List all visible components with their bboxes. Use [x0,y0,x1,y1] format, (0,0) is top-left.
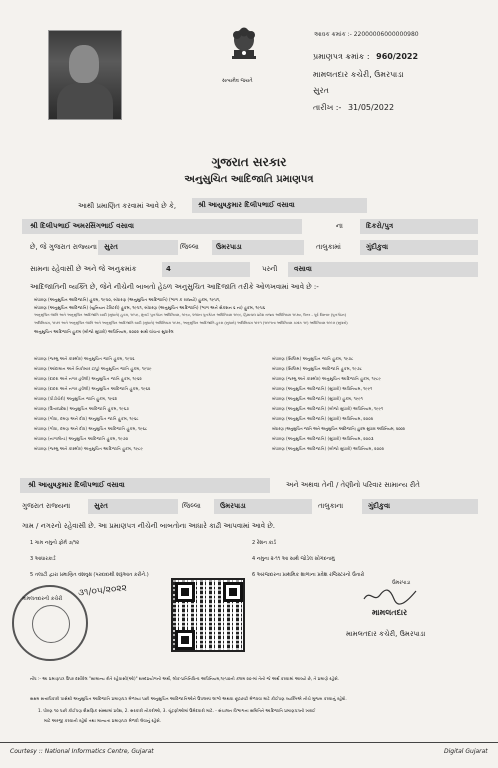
relation: દિકરો/પુત્ર [366,222,394,230]
certificate-title: અનુસુચિત આદિજાતિ પ્રમાણપત્ર [184,174,314,185]
order-right-5: બંધારણ (અનુસુચિત આદિજાતિ) (સુધારો) હુકમ, ૧૯૯૧ [272,396,363,401]
family-district: સુરત [94,502,108,510]
order-left-4: બંધારણ (દાદરા અને નગર હવેલી) અનુસુચિત આદિજાતિ હુકમ, ૧૯૬૨ [34,386,151,391]
applicant-name: શ્રી આયુષકુમાર દિલીપભાઈ વસાવા [198,201,295,209]
order-right-3: બંધારણ (જમ્મુ અને કાશ્મીર) અનુસુચિત આદિજાતિ હુકમ, ૧૯૮૯ [272,376,381,381]
taluka: ઉમરપાડા [216,243,242,251]
schedule-line-4: અધિનિયમ, ૧૯૭૧ અને અનુસુચિત જાતિ અને અનુસુચિત આદિજાતિ યાદી (સુધારો) અધિનિયમ ૧૯૭૬, અનુસુચિત આદિજાતિ હુકમ (સુધારો) અધિનિયમ ૧૯૯૧ (૧૯૯૧ના અધિનિયમ ક્રમાંક ૧૯) અધિનિયમ ૧૯૯૭ (સુધારો) [34,321,348,325]
acknowledgement-number: આવક ક્રમાંક :- 22000006000000980 [314,31,419,38]
entry-text: સામના રહેવાસી છે અને જે અનુક્રમાંક [30,265,137,273]
order-right-2: બંધારણ (સિક્કિમ) અનુસુચિત આદિજાતિ હુકમ, ૧૯૭૮ [272,366,363,371]
note-4: માટે અરજી કરવાની રહેશે તથા માન્યતા પ્રમાણપત્ર મેળવી લેવાનું રહેશે. [44,718,162,723]
basis-left-3: 5 તલાટી દ્વારા પ્રમાણિત વંશવૃક્ષ (પરદાદાથી શરૂઆત કરીને.) [30,572,149,578]
note-2: સક્ષમ સત્તાધિકારી પાસેથી અનુસુચિત આદિજાતિ પ્રમાણપત્ર મેળવ્યા પછી અનુસુચિત આદિજાતિઓને ઉપલબ્ધ લાભો અથવા છૂટછાટો મેળવવા માટે કોઈપણ વ્યક્તિએ નીચે મુજબ કરવાનું રહેશે. [30,696,347,701]
cert-number-row [313,52,418,62]
order-right-7: બંધારણ (અનુસુચિત આદિજાતિ) (સુધારો) અધિનિયમ, ૨૦૦૨ [272,416,374,421]
schedule-line-1: બંધારણ (અનુસુચિત આદિજાતિ) હુકમ, ૧૯૫૦, બંધારણ (અનુસુચિત આદિજાતિ) (ભાગ ક રાજ્યો) હુકમ, ૧૯૫૧, [34,297,221,302]
family-taluka-label: તાલુકાના [318,502,344,510]
family-taluka: ઉમરપાડા [220,502,246,510]
order-left-9: બંધારણ (નાગાલેન્ડ) અનુસુચિત આદિજાતિ હુકમ, ૧૯૭૦ [34,436,129,441]
certify-text: આથી પ્રમાણિત કરવામાં આવે છે કે, [78,202,177,210]
entry-number: 4 [166,265,171,273]
family-state-text: ગુજરાત રાજ્યના [22,502,71,510]
seal-text: મામલતદારની કચેરી [22,596,63,602]
footer-right: Digital Gujarat [444,748,488,755]
basis-left-2: 3 આધારકાર્ડ [30,556,56,562]
village: ગુંદીકુવા [366,243,389,251]
qr-corner-top-right [223,582,243,602]
footer-courtesy: Courtesy :: National Informatics Centre, Gujarat [10,748,154,755]
office-line-1: મામલતદાર કચેરી, ઉમરપાડા [313,70,404,79]
seal-inner-ring [32,605,70,643]
cert-number: 960/2022 [376,52,419,61]
family-resident-text: ગામ / નગરનો રહેવાસી છે. આ પ્રમાણપત્ર નીચેની બાબતોના આધારે કાઢી આપવામાં આવે છે. [22,522,275,530]
district-label: જિલ્લા [180,243,199,251]
basis-right-2: 4 નમુના ૨-૧૧ આ સાથે જોડેલ સોગંદનામું [252,556,335,562]
order-left-5: બંધારણ (પોંડીચેરી) અનુસુચિત જાતિ હુકમ, ૧૯૬૪ [34,396,118,401]
qr-corner-bottom-left [175,630,195,650]
order-left-7: બંધારણ (ગોવા, દમણ અને દીવ) અનુસુચિત જાતિ હુકમ, ૧૯૬૮ [34,416,139,421]
family-trailing-text: અને અથવા તેની / તેણીનો પરિવાર સામાન્ય રીતે [286,481,420,489]
order-right-1: બંધારણ (સિક્કિમ) અનુસુચિત જાતિ હુકમ, ૧૯૭૮ [272,356,354,361]
cert-date: 31/05/2022 [347,103,395,112]
order-right-10: બંધારણ (અનુસુચિત આદિજાતિ) (બીજો સુધારો) અધિનિયમ, ૨૦૦૨ [272,446,385,451]
schedule-line-3: અનુસુચિત જાતિ અને અનુસુચિત આદિજાતિ યાદી (સુધારો) હુકમ, ૧૯૫૬, મુંબઈ પુનર્ગઠન અધિનિયમ, ૧૯૬૦, પંજાબ પુનર્ગઠન અધિનિયમ ૧૯૬૬, હિમાચલ પ્રદેશ રાજ્ય અધિનિયમ ૧૯૭૦, ઉત્તર - પૂર્વ વિસ્તાર (પુનર્ગઠન) [34,313,346,317]
order-left-1: બંધારણ (જમ્મુ અને કાશ્મીર) અનુસુચિત જાતિ હુકમ, ૧૯૫૬ [34,356,135,361]
note-1: નોંધ :- આ પ્રમાણપત્ર ઉપર દર્શાવેલ "સામાન્ય રીતે રહેવાસી(ઓ)" શબ્દપ્રયોગનો અર્થ, લોક-પ્રતિનિધિત્વ અધિનિયમ,૧૯૫૦ની કલમ ૨૦-માં તેનો જે અર્થ કરવામાં આવ્યો છે, તે પ્રમાણે રહેશે. [30,676,340,681]
family-village: ગુંદીકુવા [368,502,391,510]
signatory-office: મામલતદાર કચેરી, ઉમરપાડા [346,630,426,638]
government-title: ગુજરાત સરકાર [211,155,287,169]
qr-corner-top-left [175,582,195,602]
state-text: છે, જે ગુજરાત રાજ્યના [30,243,97,251]
office-line-2: સુરત [313,86,329,95]
schedule-line-5: અનુસુચિત આદિજાતિ હુકમ (બીજો સુધારો) અધિનિયમ, ૨૦૦૨ સાથે વાંચતા સુધારેલ [34,329,174,334]
family-name: શ્રી આયુષકુમાર દિલીપભાઈ વસાવા [28,481,125,489]
verification-qr-code [171,578,245,652]
tribe-box [288,262,478,277]
date-label: તારીખ :- [313,103,342,112]
national-emblem-icon [224,20,264,72]
basis-right-1: 2 રેશન કાર્ડ [252,540,277,546]
intro-list-text: આદિજાતિની વ્યક્તિ છે, જેને નીચેની બાબતો હેઠળ અનુસુચિત આદિજાતિ તરીકે ઓળખવામાં આવે છે :- [30,283,319,291]
note-3: 1. ધોરણ ૧૦ પછી કોઈપણ શૈક્ષણિક સંસ્થામાં પ્રવેશ, 2. સરકારી નોકરીઓ, 3. ચૂંટણીઓમાં ઉમેદવારી માટે. - સંચાલન વિભાગના સમિતિને આદિજાતિ પ્રમાણપત્રની ખરાઈ [38,708,316,713]
emblem-caption: સત્યમેવ જયતે [222,78,253,84]
district: સુરત [104,243,118,251]
photo-face [69,45,99,83]
order-left-6: બંધારણ (ઉત્તરપ્રદેશ) અનુસુચિત આદિજાતિ હુકમ, ૧૯૬૭ [34,406,129,411]
basis-left-1: 1 ગામ નમુનો ફોર્મ ૭/૧૨ [30,540,80,546]
para-label: પરની [262,265,278,273]
signature-handwritten-office: ઉમરપાડા [392,580,411,586]
order-left-8: બંધારણ (ગોવા, દમણ અને દીવ) અનુસુચિત આદિજાતિ હુકમ, ૧૯૬૮ [34,426,148,431]
father-name: શ્રી દિલીપભાઈ અમરસિંગભાઈ વસાવા [30,222,134,230]
signature-scribble-icon [360,585,420,607]
order-right-4: બંધારણ (અનુસુચિત આદિજાતિ) (સુધારો) અધિનિયમ, ૧૯૯૧ [272,386,373,391]
date-row [313,103,394,113]
relation-label: ના [336,222,343,230]
seal-date-handwritten: ૩૧/૦૫/૨૦૨૨ [77,583,128,599]
order-left-3: બંધારણ (દાદરા અને નગર હવેલી) અનુસુચિત જાતિ હુકમ, ૧૯૬૨ [34,376,142,381]
taluka-label: તાલુકામાં [316,243,341,251]
tribe: વસાવા [294,265,312,273]
cert-number-label: પ્રમાણપત્ર ક્રમાંક : [313,52,370,61]
order-right-9: બંધારણ (અનુસુચિત આદિજાતિ) (સુધારો) અધિનિયમ, ૨૦૦૩ [272,436,374,441]
applicant-photo [48,30,122,120]
signatory-title: મામલતદાર [372,608,408,617]
photo-body [57,83,113,119]
order-left-2: બંધારણ (આંદામાન અને નિકોબાર ટાપુ) અનુસુચિત જાતિ હુકમ, ૧૯૫૯ [34,366,152,371]
basis-right-3: 6 અરજદારના પ્રાથમિક શાળાના પ્રવેશ રજિસ્ટરનો ઉતારો [252,572,365,578]
footer-divider [0,742,498,743]
order-right-6: બંધારણ (અનુસુચિત આદિજાતિ) (બીજો સુધારો) અધિનિયમ, ૧૯૯૧ [272,406,384,411]
order-left-10: બંધારણ (જમ્મુ અને કાશ્મીર) અનુસુચિત આદિજાતિ હુકમ, ૧૯૮૯ [34,446,143,451]
family-district-label: જિલ્લા [182,502,201,510]
order-right-8: બંધારણ (અનુસુચિત જાતિ અને અનુસુચિત આદિજાતિ) હુકમ સુધારા અધિનિયમ, ૨૦૦૨ [272,426,405,431]
entry-number-box [162,262,250,277]
schedule-line-2: બંધારણ (અનુસુચિત આદિજાતિ) (યુનિયન ટેરિટરી) હુકમ, ૧૯૫૧, બંધારણ (અનુસુચિત આદિજાતિ) (ભાગ અને સેકશન ૬ ના) હુકમ, ૧૯૫૬ [34,305,266,310]
